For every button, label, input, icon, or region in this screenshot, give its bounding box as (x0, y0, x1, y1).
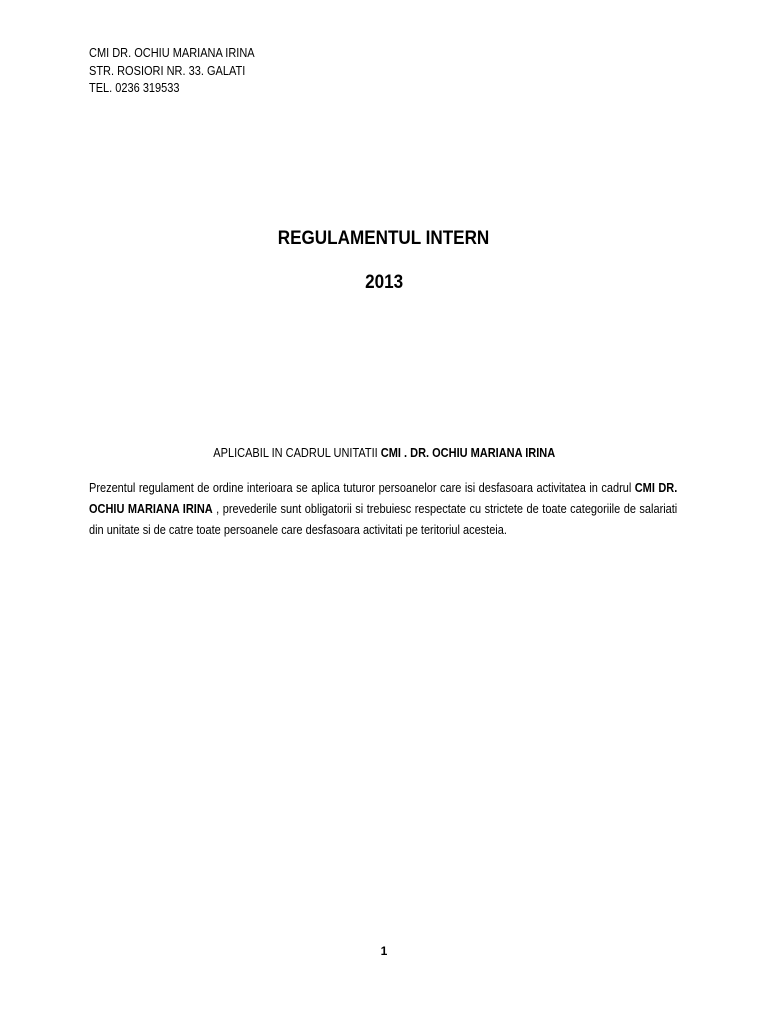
intro-paragraph-part1: Prezentul regulament de ordine interioara se aplica tuturor persoanelor care isi desfasoara activitatea in cadrul (89, 481, 635, 495)
letterhead-clinic-name: CMI DR. OCHIU MARIANA IRINA (89, 46, 255, 60)
document-year-text: 2013 (364, 272, 404, 293)
page-number: 1 (380, 944, 388, 958)
letterhead-address: STR. ROSIORI NR. 33. GALATI (89, 63, 246, 78)
applicability-text (213, 445, 555, 462)
document-title-text: REGULAMENTUL INTERN (278, 228, 490, 249)
applicability-line (0, 445, 768, 462)
document-year (0, 271, 768, 295)
intro-paragraph-part2: , prevederile sunt obligatorii si trebuiesc respectate cu strictete de toate categoriile de salariati din unitate si de catre toate persoanele care desfasoara activitati pe teritoriul acesteia. (89, 502, 678, 537)
intro-paragraph-unit-name: CMI DR. OCHIU MARIANA IRINA (89, 481, 678, 516)
letterhead-phone: TEL. 0236 319533 (89, 81, 180, 95)
document-title (0, 227, 768, 251)
letterhead (89, 45, 255, 98)
applicability-unit-name: CMI . DR. OCHIU MARIANA IRINA (380, 446, 555, 460)
applicability-prefix: APLICABIL IN CADRUL UNITATII (213, 446, 381, 460)
intro-paragraph (89, 478, 677, 541)
